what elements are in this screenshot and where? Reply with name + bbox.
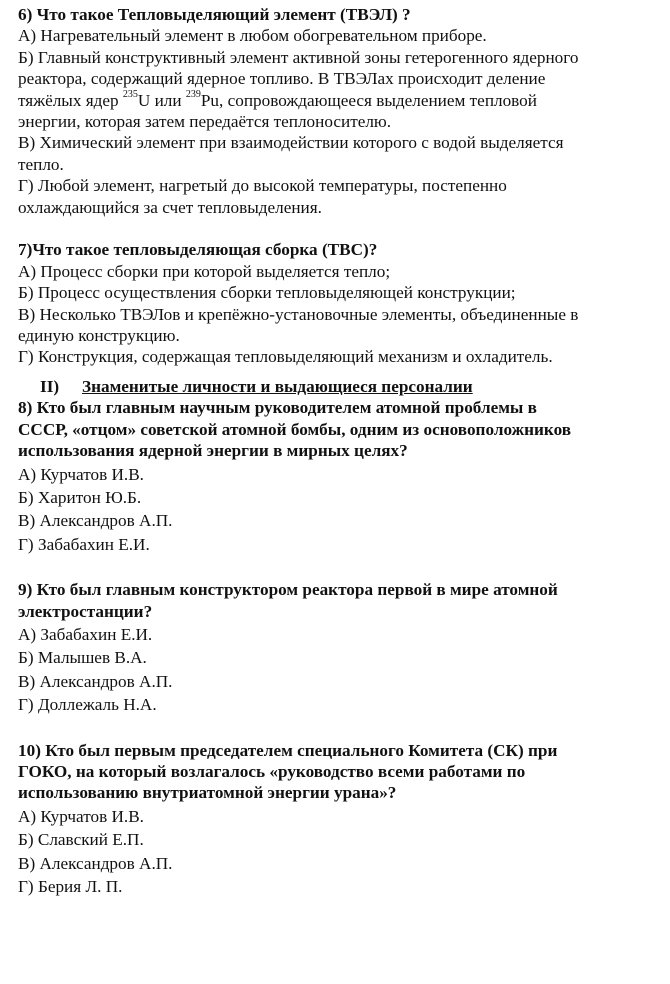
question-7-option-d: Г) Конструкция, содержащая тепловыделяющий механизм и охладитель. (18, 347, 553, 367)
spacer (18, 368, 658, 376)
question-6-title: 6) Что такое Тепловыделяющий элемент (ТВЭЛ) ? (18, 5, 411, 24)
question-8 (18, 397, 658, 555)
question-10-title-line-3: использованию внутриатомной энергии урана»? (18, 783, 397, 803)
question-6-option-b-line-4: энергии, которая затем передаётся теплоносителю. (18, 112, 392, 132)
question-8-option-a: А) Курчатов И.В. (18, 464, 144, 484)
isotope-235-superscript: 235 (122, 88, 138, 100)
question-7-option-a: А) Процесс сборки при которой выделяется тепло; (18, 261, 391, 281)
question-6-option-c-line-2: тепло. (18, 154, 64, 174)
question-6-option-c-line-1: В) Химический элемент при взаимодействии которого с водой выделяется (18, 133, 564, 153)
question-9-title-line-2: электростанции? (18, 601, 153, 621)
question-10-option-d: Г) Берия Л. П. (18, 877, 123, 897)
option-b-text-pre: тяжёлых ядер (18, 90, 123, 110)
question-8-option-c: В) Александров А.П. (18, 511, 173, 531)
question-6-option-a: А) Нагревательный элемент в любом обогревательном приборе. (18, 26, 487, 46)
question-9-option-c: В) Александров А.П. (18, 671, 173, 691)
question-8-title-line-1: 8) Кто был главным научным руководителем атомной проблемы в (18, 398, 537, 418)
question-6-option-b-line-3 (18, 90, 658, 111)
question-7 (18, 239, 658, 367)
question-8-option-d: Г) Забабахин Е.И. (18, 534, 150, 554)
question-6-option-d-line-1: Г) Любой элемент, нагретый до высокой температуры, постепенно (18, 176, 507, 196)
section-title: Знаменитые личности и выдающиеся персоналии (82, 376, 473, 396)
question-10-title-line-2: ГОКО, на который возлагалось «руководство всеми работами по (18, 761, 526, 781)
question-10-option-a: А) Курчатов И.В. (18, 806, 144, 826)
question-6-option-b-line-2: реактора, содержащий ядерное топливо. В ТВЭЛах происходит деление (18, 69, 546, 89)
question-6 (18, 4, 658, 218)
question-6-option-d-line-2: охлаждающийся за счет тепловыделения. (18, 197, 322, 217)
spacer (18, 218, 658, 239)
question-9 (18, 579, 658, 715)
spacer (18, 555, 658, 579)
isotope-239-superscript: 239 (185, 88, 201, 100)
question-7-option-c-line-1: В) Несколько ТВЭЛов и крепёжно-установочные элементы, объединенные в (18, 304, 579, 324)
question-9-option-a: А) Забабахин Е.И. (18, 624, 153, 644)
question-10-title-line-1: 10) Кто был первым председателем специального Комитета (СК) при (18, 740, 558, 760)
section-number: II) (40, 376, 60, 396)
question-10-option-b: Б) Славский Е.П. (18, 830, 144, 850)
question-10-option-c: В) Александров А.П. (18, 853, 173, 873)
section-heading (40, 376, 658, 397)
question-9-option-d: Г) Доллежаль Н.А. (18, 695, 157, 715)
document-page (18, 4, 658, 897)
question-8-title-line-2: СССР, «отцом» советской атомной бомбы, одним из основоположников (18, 419, 572, 439)
spacer (18, 716, 658, 740)
question-9-option-b: Б) Малышев В.А. (18, 648, 147, 668)
question-7-option-c (18, 304, 658, 347)
question-7-option-c-line-2: единую конструкцию. (18, 326, 180, 346)
question-6-option-b (18, 47, 658, 133)
question-8-title-line-3: использования ядерной энергии в мирных целях? (18, 441, 408, 461)
question-6-option-d (18, 175, 658, 218)
question-9-title-line-1: 9) Кто был главным конструктором реактора первой в мире атомной (18, 580, 558, 600)
question-10 (18, 740, 658, 898)
question-8-option-b: Б) Харитон Ю.Б. (18, 487, 142, 507)
question-6-option-b-line-1: Б) Главный конструктивный элемент активной зоны гетерогенного ядерного (18, 47, 579, 67)
option-b-text-mid: U или (137, 90, 186, 110)
question-7-title: 7)Что такое тепловыделяющая сборка (ТВС)? (18, 240, 378, 260)
option-b-text-post: Pu, сопровождающееся выделением тепловой (200, 90, 537, 110)
question-7-option-b: Б) Процесс осуществления сборки тепловыделяющей конструкции; (18, 283, 516, 303)
question-6-option-c (18, 132, 658, 175)
